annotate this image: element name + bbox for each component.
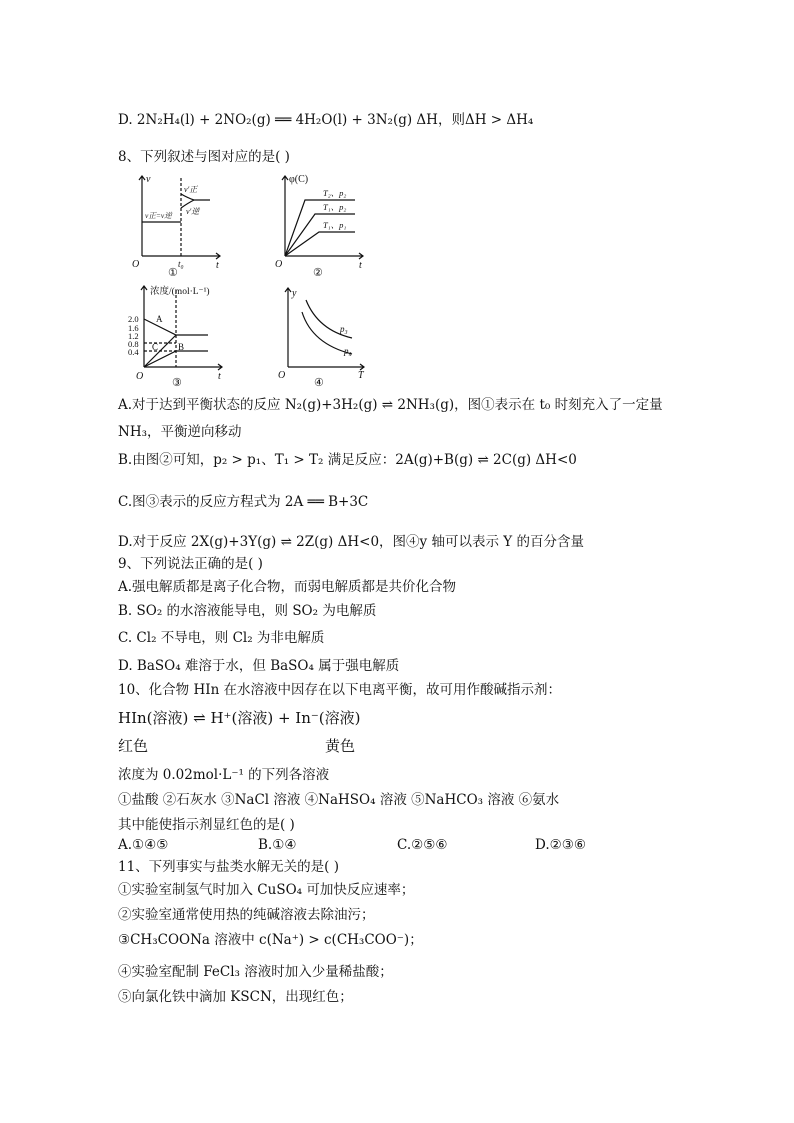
- fig3-number: ③: [172, 377, 182, 388]
- fig2-number: ②: [313, 267, 323, 276]
- question-8-option-c: C.图③表示的反应方程式为 2A ══ B+3C: [118, 494, 369, 510]
- fig1-vforward-label: v′正: [184, 185, 198, 194]
- fig3-line-b: [144, 351, 208, 367]
- fig4-curve-p3-label: p₃: [340, 324, 348, 334]
- question-10-option-d: D.②③⑥: [535, 837, 586, 853]
- fig3-tick-3: 0.8: [128, 339, 139, 349]
- fig2-curve-1-label: T₂、p₂: [323, 188, 347, 198]
- fig1-y-label: v: [146, 174, 151, 185]
- fig2-curve-2-label: T₁、p₂: [323, 202, 347, 212]
- question-11-item-1: ①实验室制氢气时加入 CuSO₄ 可加快反应速率；: [118, 882, 415, 898]
- fig2-y-label: φ(C): [289, 174, 309, 185]
- fig3-label-b: B: [178, 342, 185, 352]
- fig3-tick-4: 0.4: [128, 347, 139, 357]
- question-10-option-a: A.①④⑤: [118, 837, 169, 853]
- question-9-option-d: D. BaSO₄ 难溶于水，但 BaSO₄ 属于强电解质: [118, 658, 400, 674]
- figure-1-rate-time: [128, 170, 228, 276]
- question-9-stem: 9、下列说法正确的是( ): [118, 556, 263, 572]
- question-9-option-b: B. SO₂ 的水溶液能导电，则 SO₂ 为电解质: [118, 603, 377, 619]
- question-11-item-3: ③CH₃COONa 溶液中 c(Na⁺) > c(CH₃COO⁻)；: [118, 932, 423, 948]
- question-10-yellow-label: 黄色: [325, 737, 356, 755]
- question-10-option-b: B.①④: [258, 837, 297, 853]
- question-8-option-b: B.由图②可知，p₂ > p₁、T₁ > T₂ 满足反应：2A(g)+B(g) ⇌ 2C(g) ΔH<0: [118, 452, 577, 468]
- question-9-option-a: A.强电解质都是离子化合物，而弱电解质都是共价化合物: [118, 579, 457, 595]
- fig3-label-a: A: [156, 314, 163, 324]
- figure-2-fraction-time: [275, 170, 375, 276]
- fig2-origin: O: [275, 259, 283, 270]
- fig4-y-label: y: [292, 288, 297, 299]
- question-7-option-d: D. 2N₂H₄(l) + 2NO₂(g) ══ 4H₂O(l) + 3N₂(g) ΔH，则ΔH > ΔH₄: [118, 112, 534, 128]
- fig1-vreverse-label: v′逆: [186, 207, 200, 216]
- fig3-x-label: t: [218, 371, 221, 382]
- question-11-stem: 11、下列事实与盐类水解无关的是( ): [118, 859, 340, 875]
- fig1-t0-label: t₀: [178, 259, 184, 269]
- fig2-curve-3-label: T₁、p₁: [323, 220, 347, 230]
- figure-4-y-temperature: [278, 282, 378, 388]
- fig1-veq-label: v正=v逆: [145, 211, 172, 220]
- fig3-tick-1: 1.6: [128, 323, 139, 333]
- fig4-x-label: T: [358, 370, 364, 381]
- question-10-equation: HIn(溶液) ⇌ H⁺(溶液) + In⁻(溶液): [118, 709, 361, 727]
- fig4-curve-p4-label: p₄: [344, 346, 352, 356]
- question-8-option-a-line2: NH₃，平衡逆向移动: [118, 424, 242, 440]
- question-11-item-4: ④实验室配制 FeCl₃ 溶液时加入少量稀盐酸；: [118, 964, 393, 980]
- fig2-x-label: t: [359, 260, 362, 271]
- question-8-stem: 8、下列叙述与图对应的是( ): [118, 149, 290, 165]
- question-10-concentration: 浓度为 0.02mol·L⁻¹ 的下列各溶液: [118, 767, 330, 783]
- fig4-origin: O: [278, 370, 286, 381]
- question-10-option-c: C.②⑤⑥: [397, 837, 448, 853]
- question-10-ask: 其中能使指示剂显红色的是( ): [118, 817, 295, 833]
- fig4-number: ④: [314, 377, 324, 388]
- question-8-option-a-line1: A.对于达到平衡状态的反应 N₂(g)+3H₂(g) ⇌ 2NH₃(g)，图①表示在 t₀ 时刻充入了一定量: [118, 397, 663, 413]
- fig3-label-c: C: [152, 342, 159, 352]
- question-8-option-d: D.对于反应 2X(g)+3Y(g) ⇌ 2Z(g) ΔH<0，图④y 轴可以表示 Y 的百分含量: [118, 534, 584, 550]
- question-10-solution-list: ①盐酸 ②石灰水 ③NaCl 溶液 ④NaHSO₄ 溶液 ⑤NaHCO₃ 溶液 ⑥氨水: [118, 792, 560, 808]
- question-10-stem: 10、化合物 HIn 在水溶液中因存在以下电离平衡，故可用作酸碱指示剂：: [118, 682, 562, 698]
- fig3-tick-0: 2.0: [128, 314, 139, 324]
- question-9-option-c: C. Cl₂ 不导电，则 Cl₂ 为非电解质: [118, 630, 325, 646]
- fig3-tick-2: 1.2: [128, 331, 139, 341]
- fig3-origin: O: [136, 371, 144, 382]
- fig1-origin: O: [132, 259, 140, 270]
- fig1-number: ①: [168, 267, 178, 276]
- figure-3-concentration-time: [122, 280, 232, 388]
- question-10-red-label: 红色: [118, 737, 149, 755]
- question-11-item-2: ②实验室通常使用热的纯碱溶液去除油污；: [118, 907, 375, 923]
- question-11-item-5: ⑤向氯化铁中滴加 KSCN，出现红色；: [118, 989, 353, 1005]
- fig1-forward-curve: [181, 194, 210, 200]
- fig1-x-label: t: [216, 260, 219, 271]
- fig3-y-label: 浓度/(mol·L⁻¹): [150, 287, 210, 297]
- fig2-curve-3: [285, 232, 355, 256]
